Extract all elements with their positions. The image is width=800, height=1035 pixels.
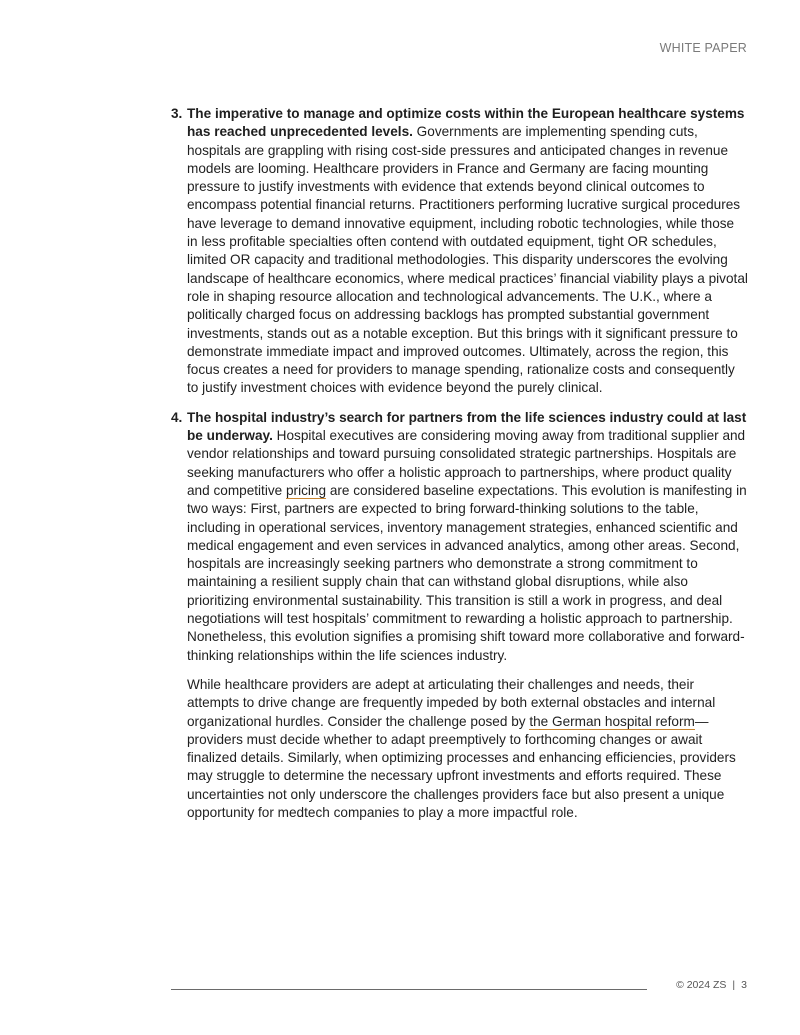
item-number: 4. [171, 409, 183, 425]
page-number: 3 [741, 979, 747, 991]
item-lead: The imperative to manage and optimize costs within the European healthcare systems has reached unprecedented levels. [187, 106, 745, 140]
header-label: WHITE PAPER [659, 41, 747, 55]
copyright: © 2024 ZS [676, 979, 727, 991]
list-item [171, 105, 748, 398]
closing-text: While healthcare providers are adept at articulating their challenges and needs, their attempts to drive change are frequently impeded by both external obstacles and internal organizational hurdles. Consider the challenge posed by [187, 676, 716, 729]
german-hospital-reform-link[interactable]: the German hospital reform [529, 713, 695, 729]
item-body: Hospital executives are considering moving away from traditional supplier and vendor relationships and toward pursuing consolidated strategic partnerships. Hospitals are seeking manufacturers who offer a holistic approach to partnerships, where product quality and competitive [187, 428, 746, 498]
item-number: 3. [171, 106, 183, 121]
pricing-link[interactable]: pricing [286, 482, 327, 498]
footer-separator: | [732, 979, 736, 991]
page-content [171, 105, 748, 822]
item-lead: The hospital industry’s search for partners from the life sciences industry could at last be underway. [187, 409, 747, 444]
item-body: are considered baseline expectations. This evolution is manifesting in two ways: First, partners are expected to bring forward-thinking solutions to the table, including in operational services, inventory management strategies, enhanced scientific and medical engagement and even services in advanced analytics, among other areas. Second, hospitals are increasingly seeking partners who demonstrate a strong commitment to maintaining a resilient supply chain that can withstand global disruptions, while also prioritizing environmental sustainability. This transition is still a work in progress, and deal negotiations will test hospitals’ commitment to rewarding a holistic approach to partnership. Nonetheless, this evolution signifies a promising shift toward more collaborative and forward-thinking relationships within the life sciences industry. [187, 482, 747, 663]
closing-paragraph [171, 676, 748, 822]
item-body: Governments are implementing spending cuts, hospitals are grappling with rising cost-side pressures and anticipated changes in revenue models are looming. Healthcare providers in France and Germany are facing mounting pressure to justify investments with evidence that extends beyond clinical outcomes to encompass potential financial returns. Practitioners performing lucrative surgical procedures have leverage to demand innovative equipment, including robotic technologies, while those in less profitable specialties often contend with outdated equipment, tight OR schedules, limited OR capacity and traditional methodologies. This disparity underscores the evolving landscape of healthcare economics, where medical practices’ financial viability plays a pivotal role in shaping resource allocation and technological advancements. The U.K., where a politically charged focus on addressing backlogs has prompted substantial government investments, stands out as a notable exception. But this brings with it significant pressure to demonstrate immediate impact and improved outcomes. Ultimately, across the region, this focus creates a need for providers to manage spending, rationalize costs and consequently to justify investment choices with evidence beyond the purely clinical. [187, 124, 748, 396]
footer-divider [171, 989, 647, 990]
list-item [171, 409, 748, 665]
footer [676, 979, 747, 991]
closing-text: — providers must decide whether to adapt preemptively to forthcoming changes or await finalized details. Similarly, when optimizing processes and enhancing efficiencies, providers may struggle to determine the necessary upfront investments and efforts required. These uncertainties not only underscore the challenges providers face but also present a unique opportunity for medtech companies to play a more impactful role. [187, 713, 736, 820]
